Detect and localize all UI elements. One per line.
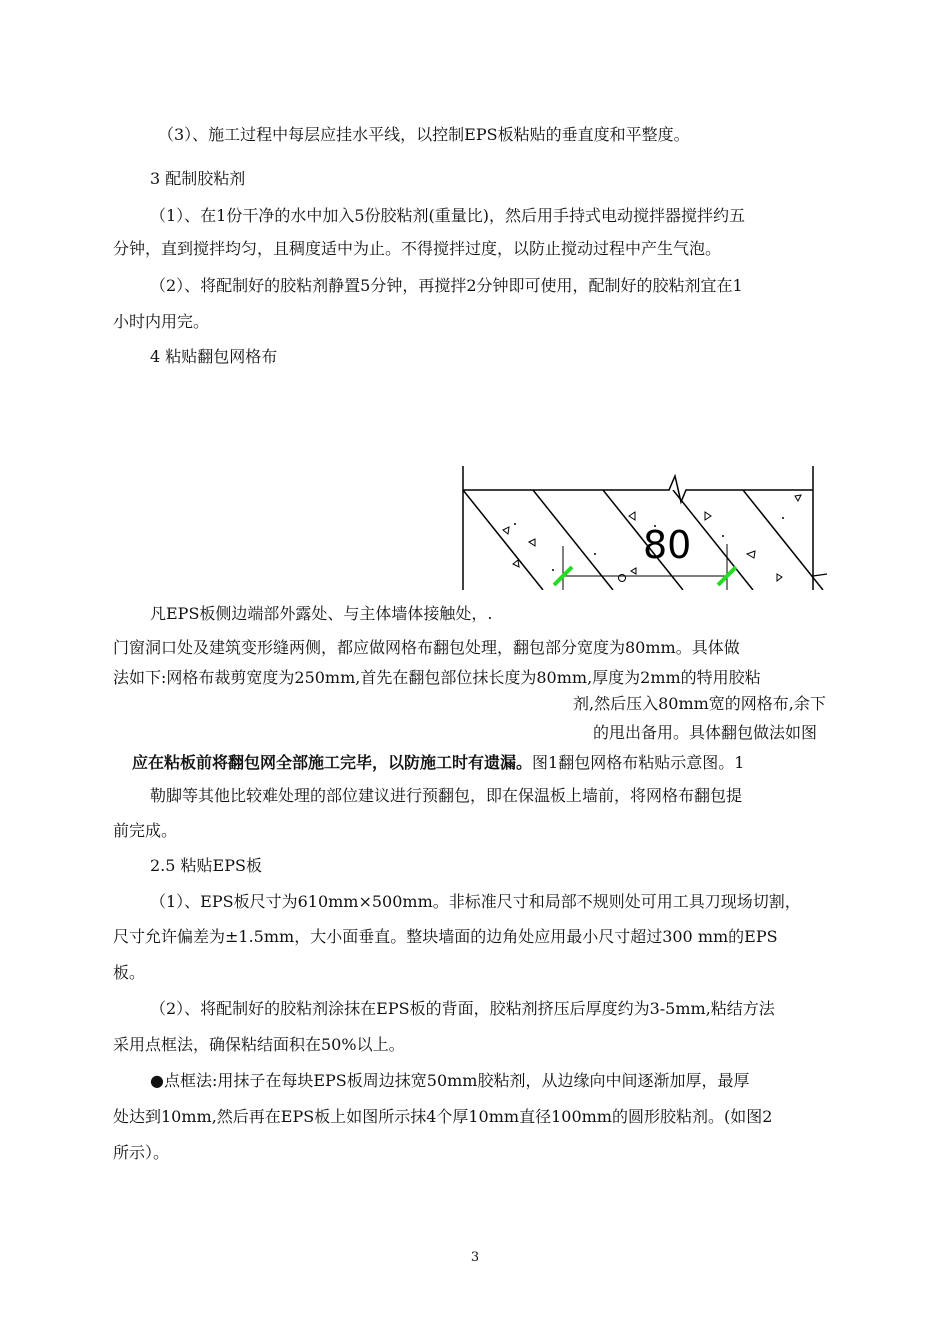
para-line: （1）、在1份干净的水中加入5份胶粘剂(重量比)，然后用手持式电动搅拌器搅拌约五 bbox=[150, 206, 746, 225]
section-heading: 3 配制胶粘剂 bbox=[150, 169, 246, 188]
para-line: 尺寸允许偏差为±1.5mm，大小面垂直。整块墙面的边角处应用最小尺寸超过300 mm的EPS bbox=[113, 927, 778, 946]
para-line: （2）、将配制好的胶粘剂静置5分钟，再搅拌2分钟即可使用，配制好的胶粘剂宜在1 bbox=[150, 276, 743, 295]
para-line: 采用点框法，确保粘结面积在50%以上。 bbox=[113, 1035, 405, 1054]
para-line: 小时内用完。 bbox=[113, 312, 210, 331]
bold-warning: 应在粘板前将翻包网全部施工完毕，以防施工时有遗漏。 bbox=[132, 753, 533, 772]
para-line: 所示）。 bbox=[113, 1143, 170, 1162]
para-line: 分钟，直到搅拌均匀，且稠度适中为止。不得搅拌过度，以防止搅动过程中产生气泡。 bbox=[113, 239, 722, 258]
para-line: 剂,然后压入80mm宽的网格布,余下 bbox=[573, 694, 826, 713]
mesh-wrap-diagram bbox=[455, 466, 835, 591]
para-line: 的甩出备用。具体翻包做法如图 bbox=[593, 723, 818, 742]
wall-corner-line bbox=[813, 574, 827, 576]
section-heading: 2.5 粘贴EPS板 bbox=[150, 856, 262, 875]
para-line: （3）、施工过程中每层应挂水平线，以控制EPS板粘贴的垂直度和平整度。 bbox=[158, 125, 690, 144]
para-line: （1）、EPS板尺寸为610mm×500mm。非标准尺寸和局部不规则处可用工具刀现场切割， bbox=[150, 892, 801, 911]
para-line bbox=[132, 752, 744, 774]
para-line: ●点框法:用抹子在每块EPS板周边抹宽50mm胶粘剂，从边缘向中间逐渐加厚，最厚 bbox=[150, 1071, 750, 1090]
para-line: 法如下:网格布裁剪宽度为250mm,首先在翻包部位抹长度为80mm,厚度为2mm的特用胶粘 bbox=[113, 668, 761, 687]
dimension-label: 80 bbox=[643, 523, 692, 567]
para-line: 前完成。 bbox=[113, 821, 178, 840]
section-heading: 4 粘贴翻包网格布 bbox=[150, 347, 278, 366]
para-line: 处达到10mm,然后再在EPS板上如图所示抹4个厚10mm直径100mm的圆形胶粘剂。(如图2 bbox=[113, 1107, 773, 1126]
para-line: （2）、将配制好的胶粘剂涂抹在EPS板的背面，胶粘剂挤压后厚度约为3-5mm,粘结方法 bbox=[150, 999, 775, 1018]
para-line: 板。 bbox=[113, 963, 146, 982]
page-number: 3 bbox=[470, 1250, 480, 1265]
figure-caption-ref: 图1翻包网格布粘贴示意图。1 bbox=[532, 753, 745, 772]
para-line: 勒脚等其他比较难处理的部位建议进行预翻包，即在保温板上墙前，将网格布翻包提 bbox=[150, 786, 743, 805]
para-line: 门窗洞口处及建筑变形缝两侧，都应做网格布翻包处理，翻包部分宽度为80mm。具体做 bbox=[113, 638, 740, 657]
para-line: 凡EPS板侧边端部外露处、与主体墙体接触处，. bbox=[150, 604, 493, 623]
break-line bbox=[463, 476, 813, 502]
